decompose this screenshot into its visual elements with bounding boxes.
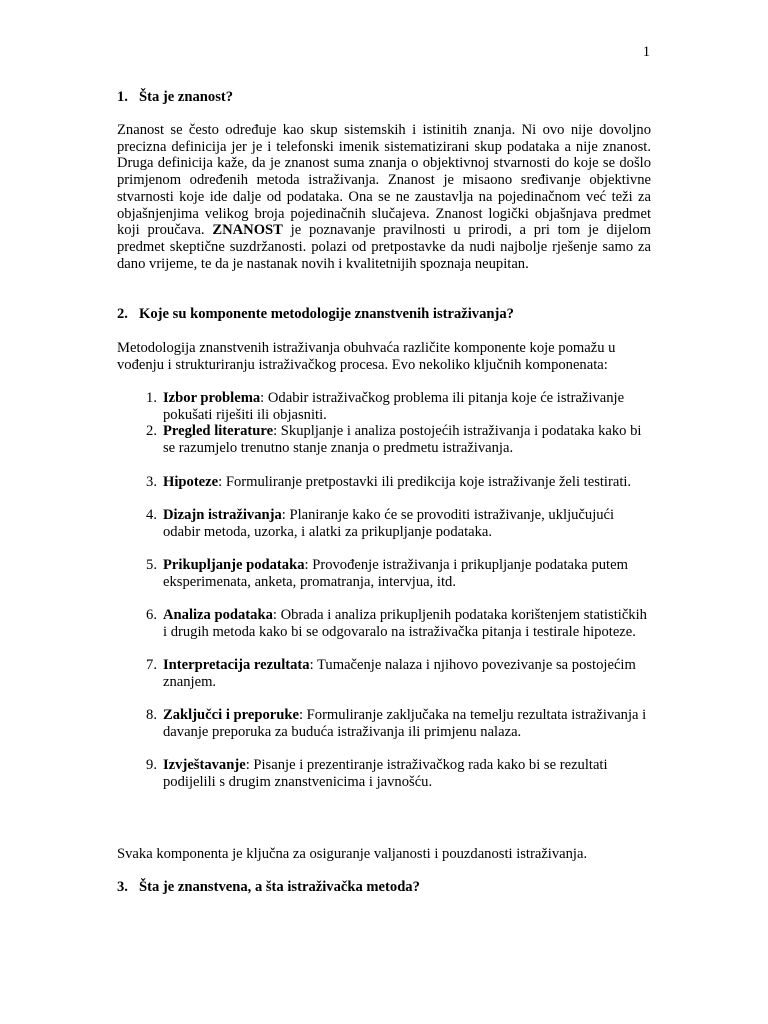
- list-item: [117, 423, 651, 456]
- item-number: 4.: [146, 506, 157, 523]
- section-number: 3.: [117, 879, 128, 895]
- section-number: 1.: [117, 89, 128, 105]
- item-term: Izvještavanje: [163, 757, 246, 774]
- section-heading-3: [117, 879, 420, 896]
- page-number: 1: [642, 44, 650, 60]
- item-number: 2.: [146, 423, 157, 440]
- intro-paragraph: Metodologija znanstvenih istraživanja obuhvaća različite komponente koje pomažu u vođenju i strukturiranju istraživačkog procesa. Evo nekoliko ključnih komponenata:: [117, 340, 616, 373]
- item-term: Dizajn istraživanja: [163, 506, 282, 523]
- item-text: : Odabir istraživačkog problema ili pitanja koje će istraživanje pokušati riješiti ili objasniti.: [163, 390, 625, 423]
- item-term: Interpretacija rezultata: [163, 657, 310, 674]
- item-text: : Provođenje istraživanja i prikupljanje podataka putem eksperimenata, anketa, promatranja, intervjua, itd.: [163, 556, 628, 590]
- list-item: [117, 607, 651, 640]
- list-item: [117, 707, 651, 740]
- section-number: 2.: [117, 306, 128, 322]
- list-item: [117, 390, 651, 423]
- paragraph-text: Znanost se često određuje kao skup sistemskih i istinitih znanja. Ni ovo nije dovoljno precizna definicija jer je i telefonski imenik sistematizirani skup podataka a nije znanost. Druga definicija kaže, da je znanost suma znanja o objektivnoj stvarnosti do koje se došlo primjenom određenih metoda istraživanja. Znanost je misaono sređivanje objektivne stvarnosti koje ide dalje od podataka. Ona se ne zaustavlja na pojedinačnom već teži za objašnjenjima velikog broja pojedinačnih slučajeva. Znanost logički objašnjava predmet koji proučava.: [117, 122, 651, 239]
- item-term: Hipoteze: [163, 473, 219, 490]
- item-number: 7.: [146, 657, 157, 674]
- item-term: Izbor problema: [163, 390, 261, 406]
- item-text: : Formuliranje pretpostavki ili predikcija koje istraživanje želi testirati.: [218, 473, 632, 490]
- list-item: [117, 557, 651, 590]
- paragraph-text: je poznavanje pravilnosti u prirodi, a pri tom je dijelom predmet skeptične suzdržanosti. polazi od pretpostavke da nudi najbolje rješenje samo za dano vrijeme, te da je nastanak novih i kvalitetnijih spoznaja neupitan.: [117, 222, 651, 272]
- section-heading-1: [117, 89, 233, 106]
- section-title: Koje su komponente metodologije znanstvenih istraživanja?: [139, 306, 514, 322]
- section-title: Šta je znanstvena, a šta istraživačka metoda?: [139, 879, 420, 895]
- list-item: [117, 657, 651, 690]
- list-item: [117, 757, 651, 790]
- list-item: [117, 474, 651, 491]
- item-text: : Tumačenje nalaza i njihovo povezivanje sa postojećim znanjem.: [163, 657, 636, 690]
- item-text: : Planiranje kako će se provoditi istraživanje, uključujući odabir metoda, uzorka, i alatki za prikupljanje podataka.: [163, 506, 615, 540]
- item-text: : Pisanje i prezentiranje istraživačkog rada kako bi se rezultati podijelili s drugim znanstvenicima i javnošću.: [163, 757, 608, 791]
- item-number: 9.: [146, 757, 157, 774]
- list-item: [117, 507, 651, 540]
- section-title: Šta je znanost?: [139, 89, 234, 105]
- item-text: : Obrada i analiza prikupljenih podataka korištenjem statističkih i drugih metoda kako bi se odgovaralo na istraživačka pitanja i testirale hipoteze.: [163, 607, 647, 640]
- item-term: Zaključci i preporuke: [163, 707, 299, 724]
- item-term: Analiza podataka: [163, 607, 273, 624]
- section-heading-2: [117, 306, 514, 323]
- emphasis-term: ZNANOST: [212, 222, 283, 239]
- item-term: Prikupljanje podataka: [163, 556, 305, 573]
- item-text: : Formuliranje zaključaka na temelju rezultata istraživanja i davanje preporuka za buduća istraživanja ili primjenu nalaza.: [163, 707, 647, 740]
- item-term: Pregled literature: [163, 423, 274, 440]
- components-list: [117, 390, 651, 791]
- item-number: 5.: [146, 556, 157, 573]
- definition-paragraph: [117, 122, 651, 272]
- item-number: 8.: [146, 707, 157, 724]
- item-number: 3.: [146, 473, 157, 490]
- item-number: 1.: [146, 390, 157, 406]
- item-number: 6.: [146, 607, 157, 624]
- closing-paragraph: Svaka komponenta je ključna za osiguranje valjanosti i pouzdanosti istraživanja.: [117, 846, 588, 862]
- item-text: : Skupljanje i analiza postojećih istraživanja i podataka kako bi se razumjelo trenutno stanje znanja o predmetu istraživanja.: [163, 423, 642, 457]
